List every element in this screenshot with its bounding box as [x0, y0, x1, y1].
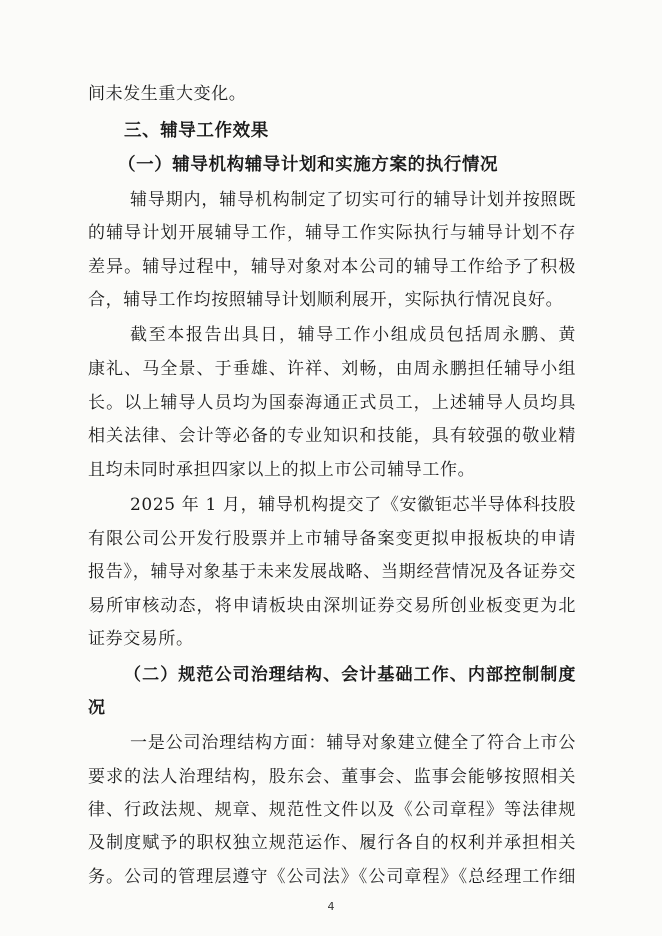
paragraph-line: 且均未同时承担四家以上的拟上市公司辅导工作。 — [88, 460, 476, 480]
paragraph-line: 务。公司的管理层遵守《公司法》《公司章程》《总经理工作细 — [88, 867, 576, 887]
paragraph-line: 一是公司治理结构方面：辅导对象建立健全了符合上市公 — [130, 733, 576, 753]
paragraph-line: 相关法律、会计等必备的专业知识和技能，具有较强的敬业精 — [88, 426, 576, 446]
section-heading: 三、辅导工作效果 — [124, 121, 269, 141]
page-number: 4 — [327, 900, 335, 913]
paragraph-line: 2025 年 1 月，辅导机构提交了《安徽钜芯半导体科技股 — [130, 495, 576, 515]
paragraph-line: 报告》，辅导对象基于未来发展战略、当期经营情况及各证券交 — [88, 562, 576, 582]
paragraph-line: 证券交易所。 — [88, 629, 194, 649]
paragraph-line: 长。以上辅导人员均为国泰海通正式员工，上述辅导人员均具 — [88, 393, 576, 413]
paragraph-line: 差异。辅导过程中，辅导对象对本公司的辅导工作给予了积极 — [88, 257, 576, 277]
paragraph-line: 辅导期内，辅导机构制定了切实可行的辅导计划并按照既 — [130, 190, 576, 210]
paragraph-line: 截至本报告出具日，辅导工作小组成员包括周永鹏、黄 — [130, 325, 576, 345]
subsection-heading: （二）规范公司治理结构、会计基础工作、内部控制制度 — [124, 665, 576, 685]
paragraph-line: 合，辅导工作均按照辅导计划顺利展开，实际执行情况良好。 — [88, 290, 564, 310]
subsection-heading-continued: 况 — [88, 698, 106, 718]
subsection-heading: （一）辅导机构辅导计划和实施方案的执行情况 — [118, 155, 499, 175]
paragraph-line: 要求的法人治理结构，股东会、董事会、监事会能够按照相关 — [88, 767, 576, 787]
paragraph-line: 易所审核动态，将申请板块由深圳证券交易所创业板变更为北 — [88, 596, 576, 616]
paragraph-line: 康礼、马全景、于垂雄、许祥、刘畅，由周永鹏担任辅导小组 — [88, 359, 576, 379]
paragraph-line: 间未发生重大变化。 — [88, 84, 247, 104]
paragraph-line: 及制度赋予的职权独立规范运作、履行各自的权利并承担相关 — [88, 833, 576, 853]
paragraph-line: 有限公司公开发行股票并上市辅导备案变更拟申报板块的申请 — [88, 529, 576, 549]
paragraph-line: 律、行政法规、规章、规范性文件以及《公司章程》等法律规 — [88, 800, 576, 820]
paragraph-line: 的辅导计划开展辅导工作，辅导工作实际执行与辅导计划不存 — [88, 223, 576, 243]
